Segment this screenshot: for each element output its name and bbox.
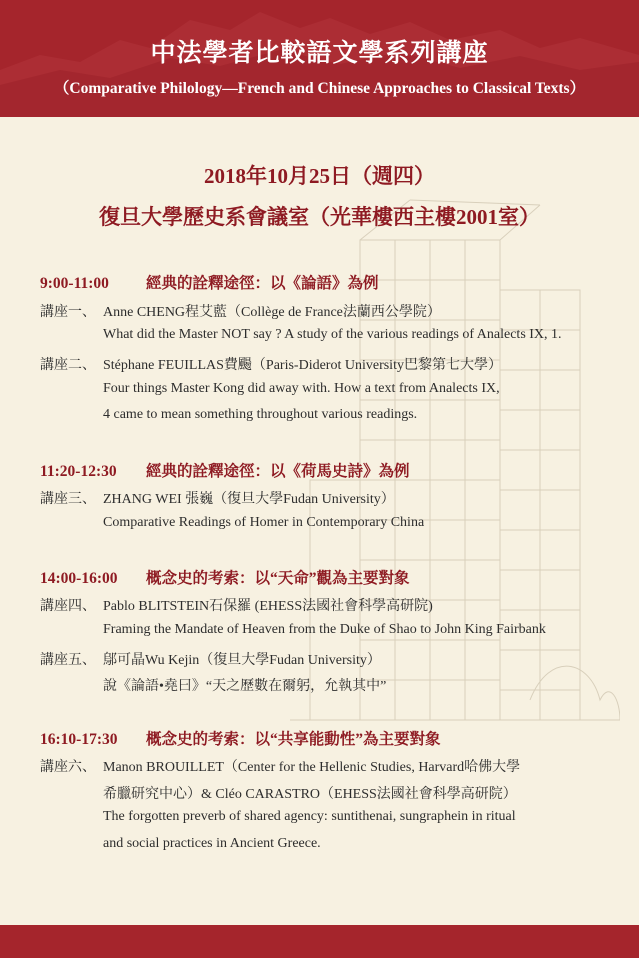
talk-speaker: Manon BROUILLET（Center for the Hellenic Studies, Harvard哈佛大學 <box>103 760 521 775</box>
talk-speaker-continued: 希臘研究中心）& Cléo CARASTRO（EHESS法國社會科學高研院） <box>103 787 517 802</box>
series-subtitle: （Comparative Philology—French and Chinese Approaches to Classical Texts） <box>53 80 586 97</box>
talk-speaker: Anne CHENG程艾藍（Collège de France法蘭西公學院） <box>103 305 441 320</box>
session-heading <box>40 271 379 293</box>
talk-speaker: ZHANG WEI 張巍（復旦大學Fudan University） <box>103 492 395 507</box>
talk-speaker: Stéphane FEUILLAS費颺（Paris-Diderot University巴黎第七大學） <box>103 358 502 373</box>
session-heading <box>40 459 410 481</box>
event-venue: 復旦大學歷史系會議室（光華樓西主樓2001室） <box>99 205 540 229</box>
talk-title: The forgotten preverb of shared agency: suntithenai, sungraphein in ritual <box>103 809 516 824</box>
talk-label: 講座五、 <box>40 653 96 668</box>
talk-speaker: 鄔可晶Wu Kejin（復旦大學Fudan University） <box>103 653 381 668</box>
talk-label: 講座三、 <box>40 492 96 507</box>
talk-label: 講座四、 <box>40 599 96 614</box>
session-heading <box>40 727 441 749</box>
session-theme: 概念史的考索：以“共享能動性”為主要對象 <box>146 731 441 748</box>
session-time: 11:20-12:30 <box>40 463 117 480</box>
event-date: 2018年10月25日（週四） <box>204 164 435 188</box>
session-time: 14:00-16:00 <box>40 570 118 587</box>
talk-speaker: Pablo BLITSTEIN石保羅 (EHESS法國社會科學高研院) <box>103 599 433 614</box>
talk-title: What did the Master NOT say ? A study of the various readings of Analects IX, 1. <box>103 327 562 342</box>
talk-title: Comparative Readings of Homer in Contemporary China <box>103 515 425 530</box>
series-title: 中法學者比較語文學系列講座 <box>150 40 489 67</box>
session-theme: 經典的詮釋途徑：以《論語》為例 <box>146 275 379 292</box>
session-heading <box>40 566 410 588</box>
talk-label: 講座一、 <box>40 305 96 320</box>
talk-label: 講座六、 <box>40 760 96 775</box>
talk-title: 說《論語•堯曰》“天之歷數在爾躬，允執其中” <box>103 679 387 694</box>
session-theme: 概念史的考索：以“天命”觀為主要對象 <box>146 570 410 587</box>
header-banner <box>0 0 639 117</box>
talk-label: 講座二、 <box>40 358 96 373</box>
session-theme: 經典的詮釋途徑：以《荷馬史詩》為例 <box>146 463 410 480</box>
footer-bar <box>0 925 639 958</box>
talk-title: and social practices in Ancient Greece. <box>103 836 321 851</box>
talk-title: Framing the Mandate of Heaven from the Duke of Shao to John King Fairbank <box>103 622 546 637</box>
talk-title: Four things Master Kong did away with. How a text from Analects IX, <box>103 381 500 396</box>
session-time: 16:10-17:30 <box>40 731 118 748</box>
talk-title: 4 came to mean something throughout various readings. <box>103 407 418 422</box>
session-time: 9:00-11:00 <box>40 275 109 292</box>
